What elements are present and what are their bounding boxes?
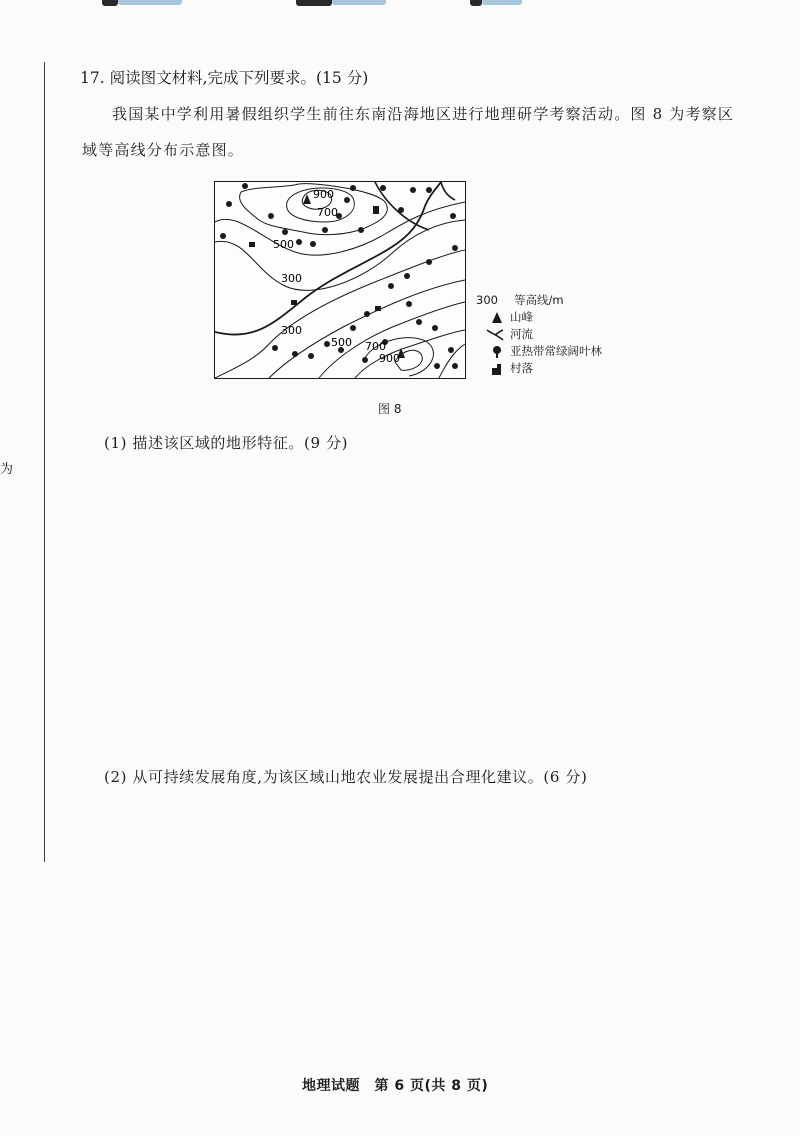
- page-footer: 地理试题 第 6 页(共 8 页): [302, 1078, 489, 1094]
- contour-label: 700: [365, 340, 386, 353]
- sub-question-1: (1) 描述该区域的地形特征。(9 分): [104, 434, 349, 452]
- legend-contour: [476, 292, 602, 309]
- question-paragraph: 我国某中学利用暑假组织学生前往东南沿海地区进行地理研学考察活动。图 8 为考察区域等高线分布示意图。: [82, 105, 735, 159]
- legend-peak-label: 山峰: [510, 310, 533, 324]
- legend-forest-label: 亚热带常绿阔叶林: [510, 344, 602, 358]
- tree-icon: [490, 345, 504, 359]
- margin-text: 为: [0, 462, 14, 477]
- sub-question-2: (2) 从可持续发展角度,为该区域山地农业发展提出合理化建议。(6 分): [104, 768, 588, 786]
- legend-contour-label: 等高线/m: [514, 293, 564, 307]
- map-legend: [476, 292, 602, 377]
- contour-map: [214, 181, 466, 379]
- contour-label: 500: [331, 336, 352, 349]
- question-title: 17. 阅读图文材料,完成下列要求。(15 分): [80, 69, 369, 87]
- legend-river: [482, 326, 602, 343]
- legend-forest: [482, 343, 602, 360]
- contour-label: 500: [273, 238, 294, 251]
- contour-label: 900: [313, 188, 334, 201]
- margin-line: [44, 62, 45, 862]
- peak-icon: [490, 311, 504, 325]
- legend-river-label: 河流: [510, 327, 533, 341]
- contour-label: 700: [317, 206, 338, 219]
- contour-map-drawing: [215, 182, 465, 378]
- contour-label: 300: [281, 272, 302, 285]
- village-icon: [490, 362, 504, 376]
- legend-village-label: 村落: [510, 361, 533, 375]
- contour-label: 300: [281, 324, 302, 337]
- river-icon: [486, 328, 504, 342]
- top-scan-strip: [0, 0, 800, 10]
- legend-peak: [482, 309, 602, 326]
- legend-contour-value: 300: [476, 293, 498, 307]
- contour-label: 900: [379, 352, 400, 365]
- legend-village: [482, 360, 602, 377]
- figure-caption: 图 8: [378, 402, 402, 416]
- river-line: [215, 182, 441, 335]
